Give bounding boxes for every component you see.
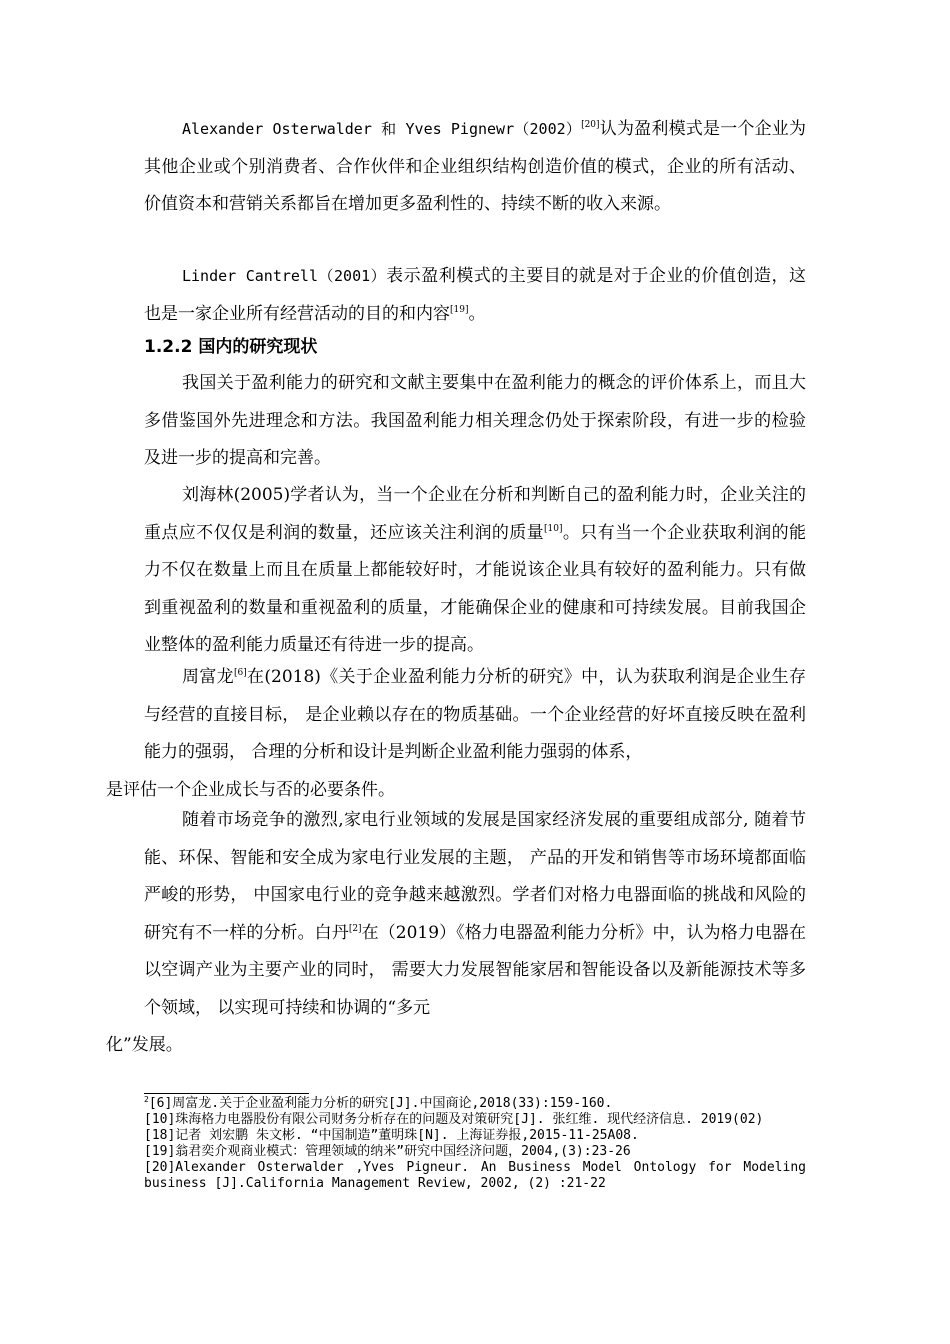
- paragraph-liu-hailin: [144, 477, 806, 665]
- reference-marker: [19]: [450, 304, 469, 315]
- paragraph-text: 周富龙: [182, 667, 234, 687]
- paragraph-text-end: 化”发展。: [106, 1035, 183, 1055]
- paragraph-text-end: 是评估一个企业成长与否的必要条件。: [106, 779, 395, 800]
- paragraph-text: 表示盈利模式的主要目的就是对于企业的价值创造，这也是一家企业所有经营活动的目的和内容: [144, 266, 807, 324]
- footnote-item: [19]翁君奕介观商业模式：管理领域的纳米”研究中国经济问题，2004,(3):23-26: [144, 1144, 631, 1159]
- footnote-item: $^2$[6]周富龙.关于企业盈利能力分析的研究[J].中国商论,2018(33):159-160.: [144, 1095, 613, 1111]
- reference-marker: [6]: [233, 668, 247, 678]
- reference-marker: [2]: [348, 923, 362, 934]
- paragraph-zhou-fulong: [106, 659, 807, 809]
- reference-marker: [20]: [581, 120, 600, 130]
- paragraph-text: 认为盈利模式是一个企业为其他企业或个别消费者、合作伙伴和企业组织结构创造价值的模式，企业的所有活动、价值资本和营销关系都旨在增加更多盈利性的、持续不断的收入来源。: [144, 119, 807, 214]
- footnote-item: [20]Alexander Osterwalder ,Yves Pigneur. An Business Model Ontology for Modeling business [J].California Management Review, 2002, (2) :21-22: [144, 1160, 806, 1191]
- citation-authors: Linder Cantrell（2001）: [182, 267, 387, 285]
- paragraph-text: 随着市场竞争的激烈,家电行业领域的发展是国家经济发展的重要组成部分, 随着节能、环保、智能和安全成为家电行业发展的主题， 产品的开发和销售等市场环境都面临严峻的形势， 中国家电行业的竞争越来越激烈。学者们对格力电器面临的挑战和风险的研究有不一样的分析。白丹: [144, 810, 806, 943]
- reference-marker: [10]: [544, 523, 563, 534]
- paragraph-text-end: 。: [468, 303, 486, 324]
- paragraph-osterwalder: [144, 111, 806, 224]
- paragraph-text: 我国关于盈利能力的研究和文献主要集中在盈利能力的概念的评价体系上，而且大多借鉴国外先进理念和方法。我国盈利能力相关理念仍处于探索阶段，有进一步的检验及进一步的提高和完善。: [144, 373, 806, 468]
- footnote-separator: [144, 1093, 309, 1094]
- paragraph-text: 刘海林(2005)学者认为，当一个企业在分析和判断自己的盈利能力时，企业关注的重点应不仅仅是利润的数量，还应该关注利润的质量: [144, 485, 806, 543]
- citation-authors: Alexander Osterwalder 和 Yves Pignewr（2002）: [182, 120, 582, 138]
- section-heading: 1.2.2 国内的研究现状: [144, 337, 318, 357]
- paragraph-market-competition: [106, 802, 807, 1065]
- paragraph-domestic-research: [144, 365, 806, 478]
- footnote-marker: 2: [144, 1095, 149, 1104]
- footnotes: [144, 1096, 806, 1192]
- paragraph-linder: [144, 258, 806, 333]
- footnote-item: [10]珠海格力电器股份有限公司财务分析存在的问题及对策研究[J]. 张红维. 现代经济信息. 2019(02): [144, 1112, 764, 1127]
- paragraph-text-body: 在(2018)《关于企业盈利能力分析的研究》中，认为获取利润是企业生存与经营的直接目标， 是企业赖以存在的物质基础。一个企业经营的好坏直接反映在盈利能力的强弱， 合理的分析和设计是判断企业盈利能力强弱的体系，: [144, 667, 807, 762]
- paragraph-text-end: 。只有当一个企业获取利润的能力不仅在数量上而且在质量上都能较好时，才能说该企业具有较好的盈利能力。只有做到重视盈利的数量和重视盈利的质量，才能确保企业的健康和可持续发展。目前我国企业整体的盈利能力质量还有待进一步的提高。: [144, 522, 807, 655]
- footnote-item: [18]记者 刘宏鹏 朱文彬. “中国制造”董明珠[N]. 上海证券报,2015-11-25A08.: [144, 1128, 639, 1143]
- paragraph-text-body: 在（2019）《格力电器盈利能力分析》中，认为格力电器在以空调产业为主要产业的同时， 需要大力发展智能家居和智能设备以及新能源技术等多个领域， 以实现可持续和协调的“多元: [144, 922, 807, 1018]
